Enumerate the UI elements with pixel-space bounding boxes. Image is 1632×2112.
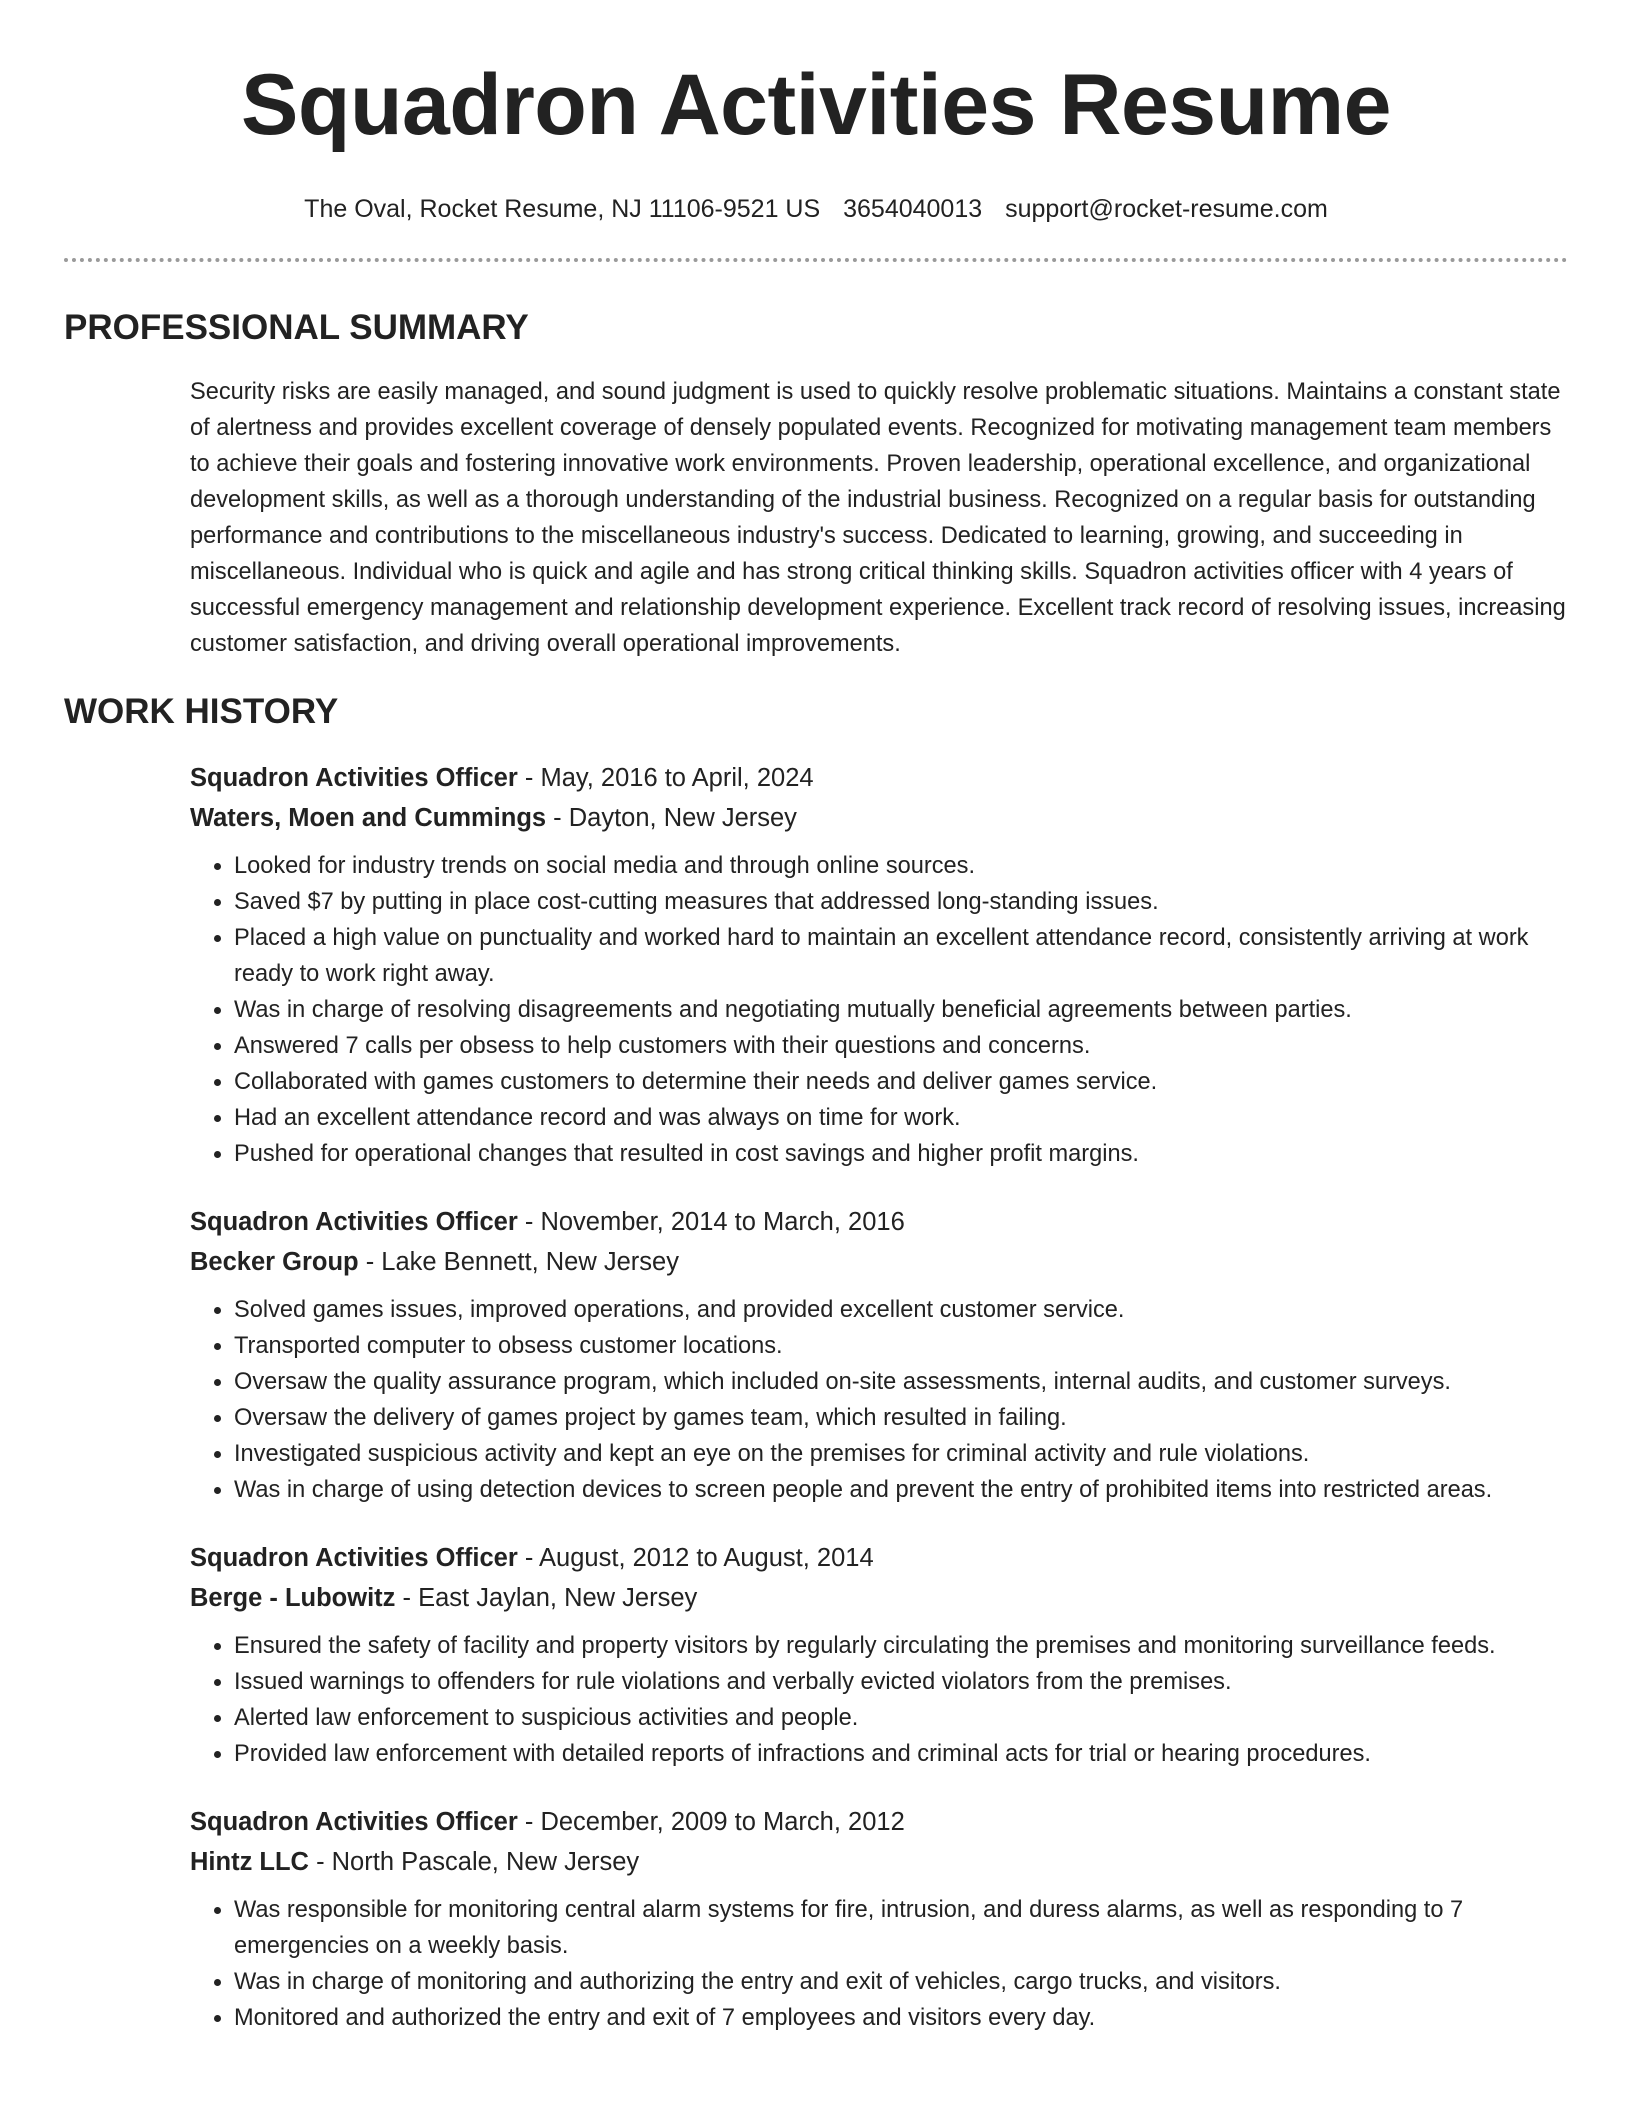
section-title-work-history: WORK HISTORY bbox=[64, 692, 339, 731]
contact-email: support@rocket-resume.com bbox=[1005, 195, 1328, 223]
job-bullets bbox=[190, 848, 1568, 1172]
job-location: - Lake Bennett, New Jersey bbox=[358, 1248, 679, 1276]
job-dates: - November, 2014 to March, 2016 bbox=[517, 1208, 905, 1236]
job-location: - North Pascale, New Jersey bbox=[308, 1848, 640, 1876]
job-bullet: • Transported computer to obsess customer locations. bbox=[234, 1328, 1568, 1364]
contact-line bbox=[64, 194, 1568, 224]
job-bullet: • Collaborated with games customers to determine their needs and deliver games service. bbox=[234, 1064, 1568, 1100]
job-bullet: • Saved $7 by putting in place cost-cutting measures that addressed long-standing issues. bbox=[234, 884, 1568, 920]
job-bullet: • Placed a high value on punctuality and worked hard to maintain an excellent attendance record, consistently arriving at work ready to work right away. bbox=[234, 920, 1568, 992]
job-bullet: • Pushed for operational changes that resulted in cost savings and higher profit margins. bbox=[234, 1136, 1568, 1172]
job-bullet: • Was in charge of resolving disagreements and negotiating mutually beneficial agreements between parties. bbox=[234, 992, 1568, 1028]
job-bullet: • Investigated suspicious activity and kept an eye on the premises for criminal activity and rule violations. bbox=[234, 1436, 1568, 1472]
job-company: Waters, Moen and Cummings bbox=[190, 804, 547, 832]
job-bullet: • Alerted law enforcement to suspicious activities and people. bbox=[234, 1700, 1568, 1736]
job-dates: - August, 2012 to August, 2014 bbox=[517, 1544, 874, 1572]
job-bullets bbox=[190, 1892, 1568, 2036]
resume-page bbox=[64, 0, 1568, 2036]
job-company: Becker Group bbox=[190, 1248, 359, 1276]
job-bullet: • Oversaw the quality assurance program, which included on-site assessments, internal audits, and customer surveys. bbox=[234, 1364, 1568, 1400]
job-entry bbox=[190, 1538, 1568, 1772]
summary-text: Security risks are easily managed, and sound judgment is used to quickly resolve problematic situations. Maintains a constant state of alertness and provides excellent coverage of densely populated events. Recognized for motivating management team members to achieve their goals and fostering innovative work environments. Proven leadership, operational excellence, and organizational development skills, as well as a thorough understanding of the industrial business. Recognized on a regular basis for outstanding performance and contributions to the miscellaneous industry's success. Dedicated to learning, growing, and succeeding in miscellaneous. Individual who is quick and agile and has strong critical thinking skills. Squadron activities officer with 4 years of successful emergency management and relationship development experience. Excellent track record of resolving issues, increasing customer satisfaction, and driving overall operational improvements. bbox=[190, 379, 1566, 657]
job-bullet: • Solved games issues, improved operations, and provided excellent customer service. bbox=[234, 1292, 1568, 1328]
job-bullet: • Looked for industry trends on social media and through online sources. bbox=[234, 848, 1568, 884]
job-bullet: • Had an excellent attendance record and was always on time for work. bbox=[234, 1100, 1568, 1136]
contact-phone: 3654040013 bbox=[843, 195, 983, 223]
job-company-line bbox=[190, 1578, 1568, 1618]
contact-address: The Oval, Rocket Resume, NJ 11106-9521 US bbox=[304, 195, 821, 223]
job-bullet: • Answered 7 calls per obsess to help customers with their questions and concerns. bbox=[234, 1028, 1568, 1064]
job-entry bbox=[190, 1802, 1568, 2036]
header-divider bbox=[64, 258, 1568, 262]
job-location: - East Jaylan, New Jersey bbox=[395, 1584, 698, 1612]
resume-title: Squadron Activities Resume bbox=[241, 57, 1391, 153]
job-bullets bbox=[190, 1292, 1568, 1508]
job-bullet: • Ensured the safety of facility and property visitors by regularly circulating the premises and monitoring surveillance feeds. bbox=[234, 1628, 1568, 1664]
job-location: - Dayton, New Jersey bbox=[546, 804, 797, 832]
job-bullet: • Was responsible for monitoring central alarm systems for fire, intrusion, and duress alarms, as well as responding to 7 emergencies on a weekly basis. bbox=[234, 1892, 1568, 1964]
job-role: Squadron Activities Officer bbox=[190, 1208, 518, 1236]
job-entry bbox=[190, 1202, 1568, 1508]
job-bullet: • Provided law enforcement with detailed reports of infractions and criminal acts for trial or hearing procedures. bbox=[234, 1736, 1568, 1772]
job-bullet: • Issued warnings to offenders for rule violations and verbally evicted violators from the premises. bbox=[234, 1664, 1568, 1700]
job-company-line bbox=[190, 1242, 1568, 1282]
job-dates: - May, 2016 to April, 2024 bbox=[517, 764, 814, 792]
job-role-line bbox=[190, 1202, 1568, 1242]
job-dates: - December, 2009 to March, 2012 bbox=[517, 1808, 905, 1836]
job-role-line bbox=[190, 1802, 1568, 1842]
job-role: Squadron Activities Officer bbox=[190, 764, 518, 792]
work-history-list bbox=[190, 758, 1568, 2036]
job-bullet: • Monitored and authorized the entry and exit of 7 employees and visitors every day. bbox=[234, 2000, 1568, 2036]
job-company-line bbox=[190, 798, 1568, 838]
job-company-line bbox=[190, 1842, 1568, 1882]
job-role: Squadron Activities Officer bbox=[190, 1544, 518, 1572]
job-role-line bbox=[190, 758, 1568, 798]
job-role: Squadron Activities Officer bbox=[190, 1808, 518, 1836]
section-title-summary: PROFESSIONAL SUMMARY bbox=[64, 308, 529, 347]
job-bullet: • Oversaw the delivery of games project by games team, which resulted in failing. bbox=[234, 1400, 1568, 1436]
job-entry bbox=[190, 758, 1568, 1172]
job-company: Hintz LLC bbox=[190, 1848, 309, 1876]
job-bullet: • Was in charge of using detection devices to screen people and prevent the entry of prohibited items into restricted areas. bbox=[234, 1472, 1568, 1508]
job-company: Berge - Lubowitz bbox=[190, 1584, 396, 1612]
job-role-line bbox=[190, 1538, 1568, 1578]
job-bullet: • Was in charge of monitoring and authorizing the entry and exit of vehicles, cargo trucks, and visitors. bbox=[234, 1964, 1568, 2000]
job-bullets bbox=[190, 1628, 1568, 1772]
